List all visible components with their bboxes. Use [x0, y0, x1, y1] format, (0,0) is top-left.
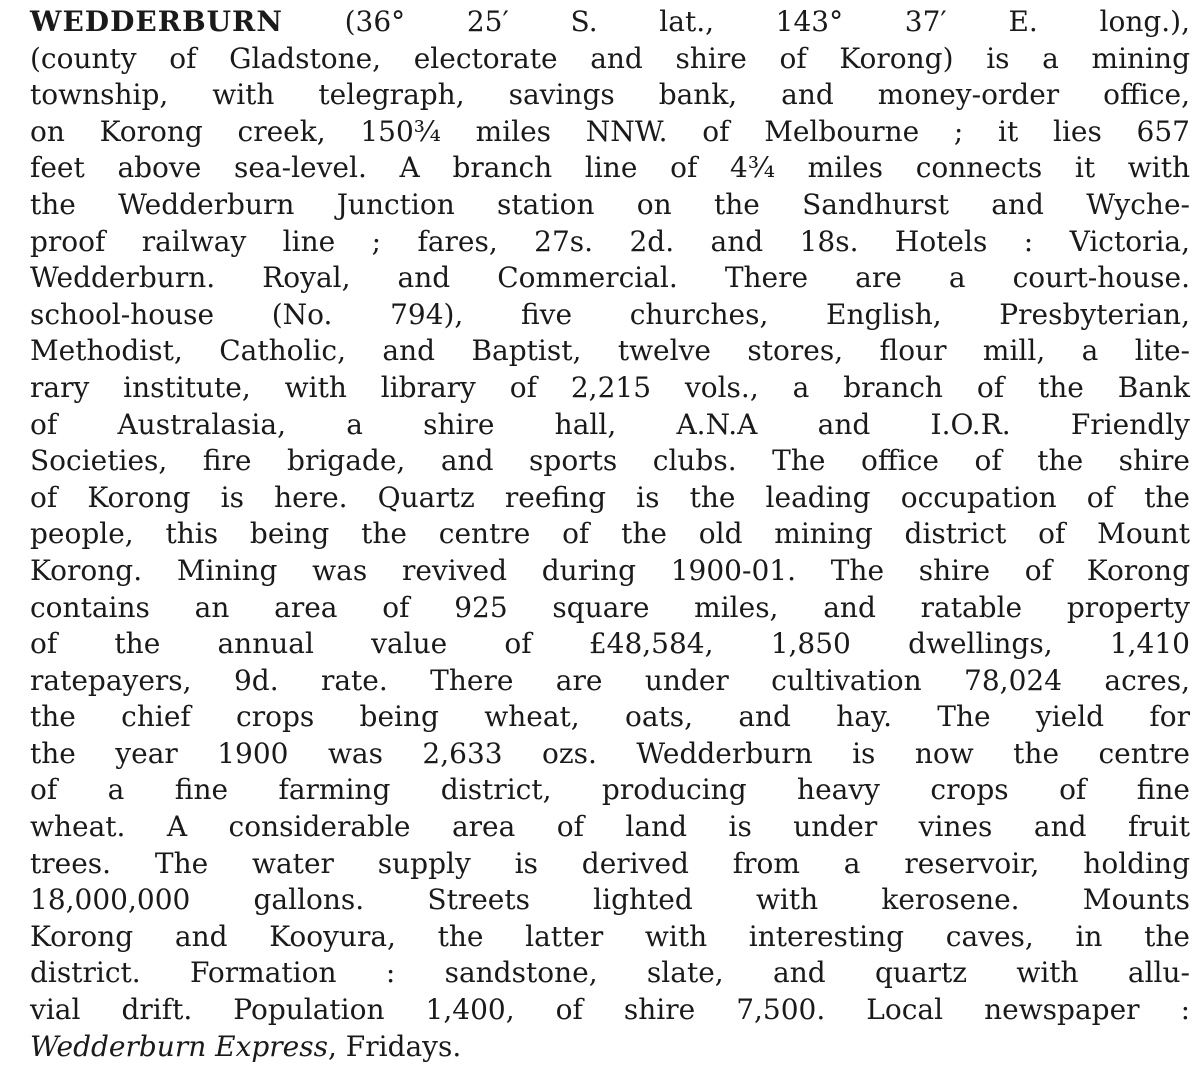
- entry-line: contains an area of 925 square miles, and ratable property: [30, 590, 1190, 624]
- entry-line: (county of Gladstone, electorate and shire of Korong) is a mining: [30, 41, 1190, 75]
- entry-line: 18,000,000 gallons. Streets lighted with kerosene. Mounts: [30, 883, 1190, 917]
- entry-line: the chief crops being wheat, oats, and hay. The yield for: [30, 700, 1190, 734]
- entry-line: Wedderburn. Royal, and Commercial. There are a court-house.: [30, 261, 1190, 295]
- gazetteer-entry: [30, 4, 1190, 1065]
- entry-headword: WEDDERBURN: [30, 5, 283, 38]
- entry-line: Societies, fire brigade, and sports clubs. The office of the shire: [30, 444, 1190, 478]
- entry-line: wheat. A considerable area of land is under vines and fruit: [30, 810, 1190, 844]
- entry-line: of the annual value of £48,584, 1,850 dwellings, 1,410: [30, 627, 1190, 661]
- newspaper-name: Wedderburn Express: [30, 1029, 328, 1063]
- entry-line: of Australasia, a shire hall, A.N.A and I.O.R. Friendly: [30, 407, 1190, 441]
- entry-line: feet above sea-level. A branch line of 4¾ miles connects it with: [30, 151, 1190, 185]
- entry-coordinates: (36° 25′ S. lat., 143° 37′ E. long.),: [344, 5, 1190, 38]
- entry-line: school-house (No. 794), five churches, English, Presbyterian,: [30, 297, 1190, 331]
- entry-line-final: [30, 1029, 1190, 1066]
- entry-line: vial drift. Population 1,400, of shire 7,500. Local newspaper :: [30, 993, 1190, 1027]
- entry-line: proof railway line ; fares, 27s. 2d. and 18s. Hotels : Victoria,: [30, 224, 1190, 258]
- entry-line: Korong and Kooyura, the latter with interesting caves, in the: [30, 919, 1190, 953]
- entry-line: ratepayers, 9d. rate. There are under cultivation 78,024 acres,: [30, 663, 1190, 697]
- entry-line: district. Formation : sandstone, slate, and quartz with allu-: [30, 956, 1190, 990]
- entry-line-1: [30, 4, 1190, 41]
- entry-line: on Korong creek, 150¾ miles NNW. of Melbourne ; it lies 657: [30, 114, 1190, 148]
- entry-line: Methodist, Catholic, and Baptist, twelve stores, flour mill, a lite-: [30, 334, 1190, 368]
- entry-line: of Korong is here. Quartz reefing is the leading occupation of the: [30, 480, 1190, 514]
- entry-line: township, with telegraph, savings bank, and money-order office,: [30, 78, 1190, 112]
- entry-line: trees. The water supply is derived from a reservoir, holding: [30, 846, 1190, 880]
- entry-line: Korong. Mining was revived during 1900-01. The shire of Korong: [30, 553, 1190, 587]
- entry-line: the year 1900 was 2,633 ozs. Wedderburn is now the centre: [30, 736, 1190, 770]
- entry-line: of a fine farming district, producing heavy crops of fine: [30, 773, 1190, 807]
- newspaper-schedule: , Fridays.: [328, 1029, 462, 1063]
- entry-line: rary institute, with library of 2,215 vols., a branch of the Bank: [30, 370, 1190, 404]
- entry-line: people, this being the centre of the old mining district of Mount: [30, 517, 1190, 551]
- entry-line: the Wedderburn Junction station on the Sandhurst and Wyche-: [30, 187, 1190, 221]
